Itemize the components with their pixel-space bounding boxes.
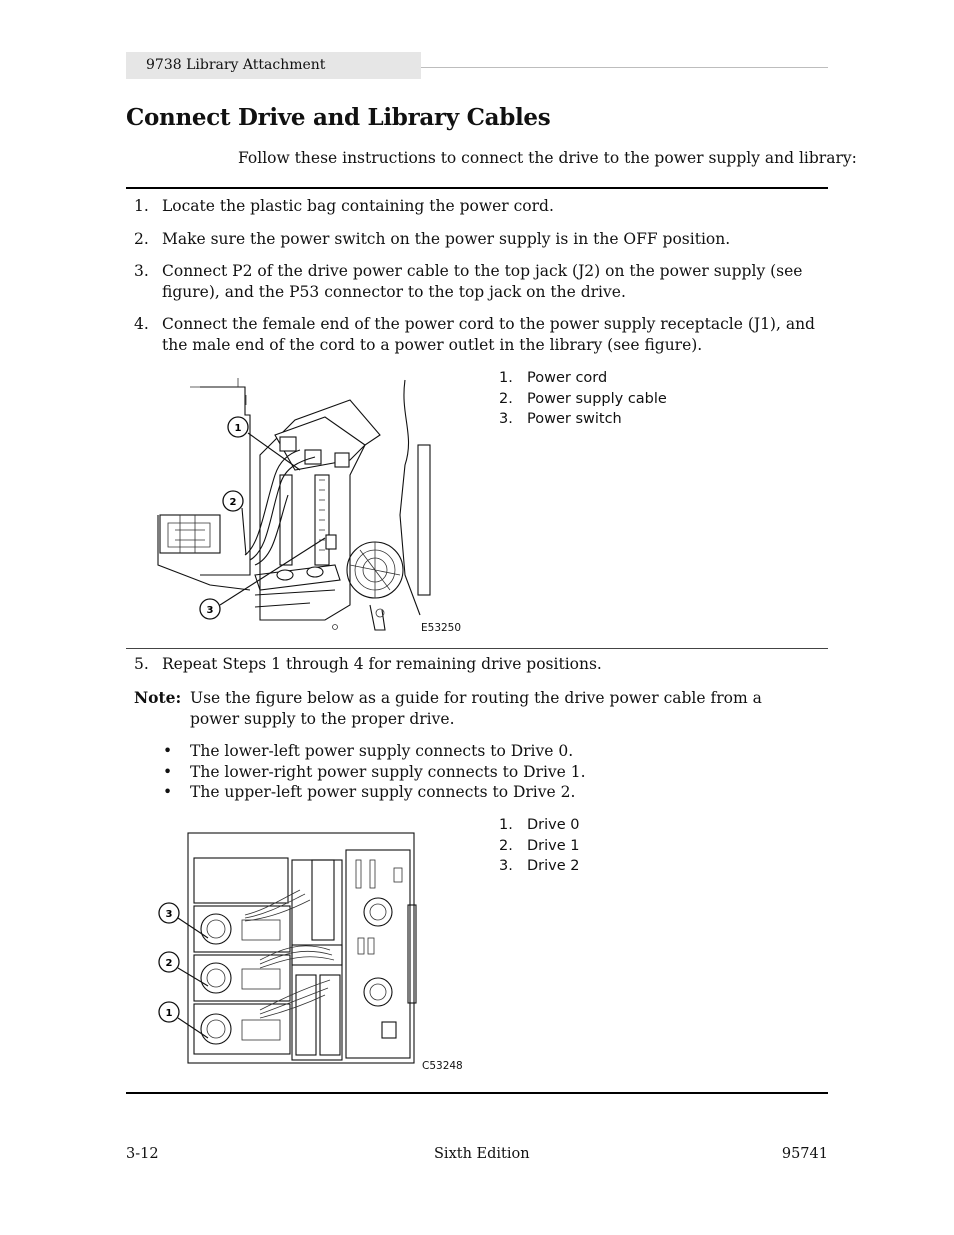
step-item: 1. Locate the plastic bag containing the power cord. <box>134 197 554 215</box>
step-text: Locate the plastic bag containing the power cord. <box>162 197 554 215</box>
page-title: Connect Drive and Library Cables <box>126 104 551 131</box>
note-label: Note: <box>134 688 182 707</box>
bullet-item: • The upper-left power supply connects to Drive 2. <box>163 783 576 801</box>
footer-page-number: 3-12 <box>126 1146 159 1162</box>
note-text: Use the figure below as a guide for routing the drive power cable from a power supply to the proper drive. <box>190 689 762 728</box>
figure1-callout-3: 3 <box>206 605 214 616</box>
figure2-id: C53248 <box>422 1060 463 1072</box>
bullet-item: • The lower-right power supply connects to Drive 1. <box>163 762 586 781</box>
figure2-callout-1: 1 <box>165 1008 173 1019</box>
legend-item: 3. Drive 2 <box>499 858 580 874</box>
figure1-id: E53250 <box>421 622 462 634</box>
figure-power-supply-illustration <box>150 375 470 640</box>
step-item: 2. Make sure the power switch on the power supply is in the OFF position. <box>134 229 731 248</box>
running-header-text: 9738 Library Attachment <box>146 57 326 73</box>
steps-list <box>134 196 828 367</box>
step-text: Connect P2 of the drive power cable to the top jack (J2) on the power supply (see figure), and the P53 connector to the top jack on the drive. <box>162 262 803 301</box>
footer-edition: Sixth Edition <box>434 1146 530 1162</box>
section-rule-top <box>126 187 828 189</box>
intro-text: Follow these instructions to connect the drive to the power supply and library: <box>238 149 857 167</box>
note-block <box>134 688 828 729</box>
footer-doc-number: 95741 <box>781 1146 828 1162</box>
legend-item: 3. Power switch <box>499 411 622 427</box>
figure1-callout-1: 1 <box>234 423 242 434</box>
step-item: 3. Connect P2 of the drive power cable to the top jack (J2) on the power supply (see figure), and the P53 connector to the top jack on the drive. <box>134 262 803 301</box>
figure1-legend <box>499 368 667 430</box>
legend-item: 1. Drive 0 <box>499 817 580 833</box>
section-rule-bottom <box>126 1092 828 1094</box>
step-text: Connect the female end of the power cord to the power supply receptacle (J1), and the male end of the cord to a power outlet in the library (see figure). <box>162 315 815 354</box>
header-rule <box>421 67 828 68</box>
figure-drive-routing-diagram <box>150 830 470 1070</box>
figure2-legend <box>499 815 580 877</box>
legend-item: 1. Power cord <box>499 370 608 386</box>
figure2-callout-3: 3 <box>165 909 173 920</box>
bullet-list <box>163 741 586 803</box>
step-text: Repeat Steps 1 through 4 for remaining drive positions. <box>162 655 602 673</box>
bullet-item: • The lower-left power supply connects to Drive 0. <box>163 742 574 760</box>
step-item: 5. Repeat Steps 1 through 4 for remaining drive positions. <box>134 655 828 673</box>
step-item: 4. Connect the female end of the power cord to the power supply receptacle (J1), and the male end of the cord to a power outlet in the library (see figure). <box>134 315 815 354</box>
legend-item: 2. Power supply cable <box>499 390 667 407</box>
section-rule-mid <box>126 648 828 649</box>
figure1-callout-2: 2 <box>229 497 237 508</box>
running-header <box>126 52 421 79</box>
step-text: Make sure the power switch on the power supply is in the OFF position. <box>162 229 731 248</box>
figure2-callout-2: 2 <box>165 958 173 969</box>
legend-item: 2. Drive 1 <box>499 837 580 854</box>
